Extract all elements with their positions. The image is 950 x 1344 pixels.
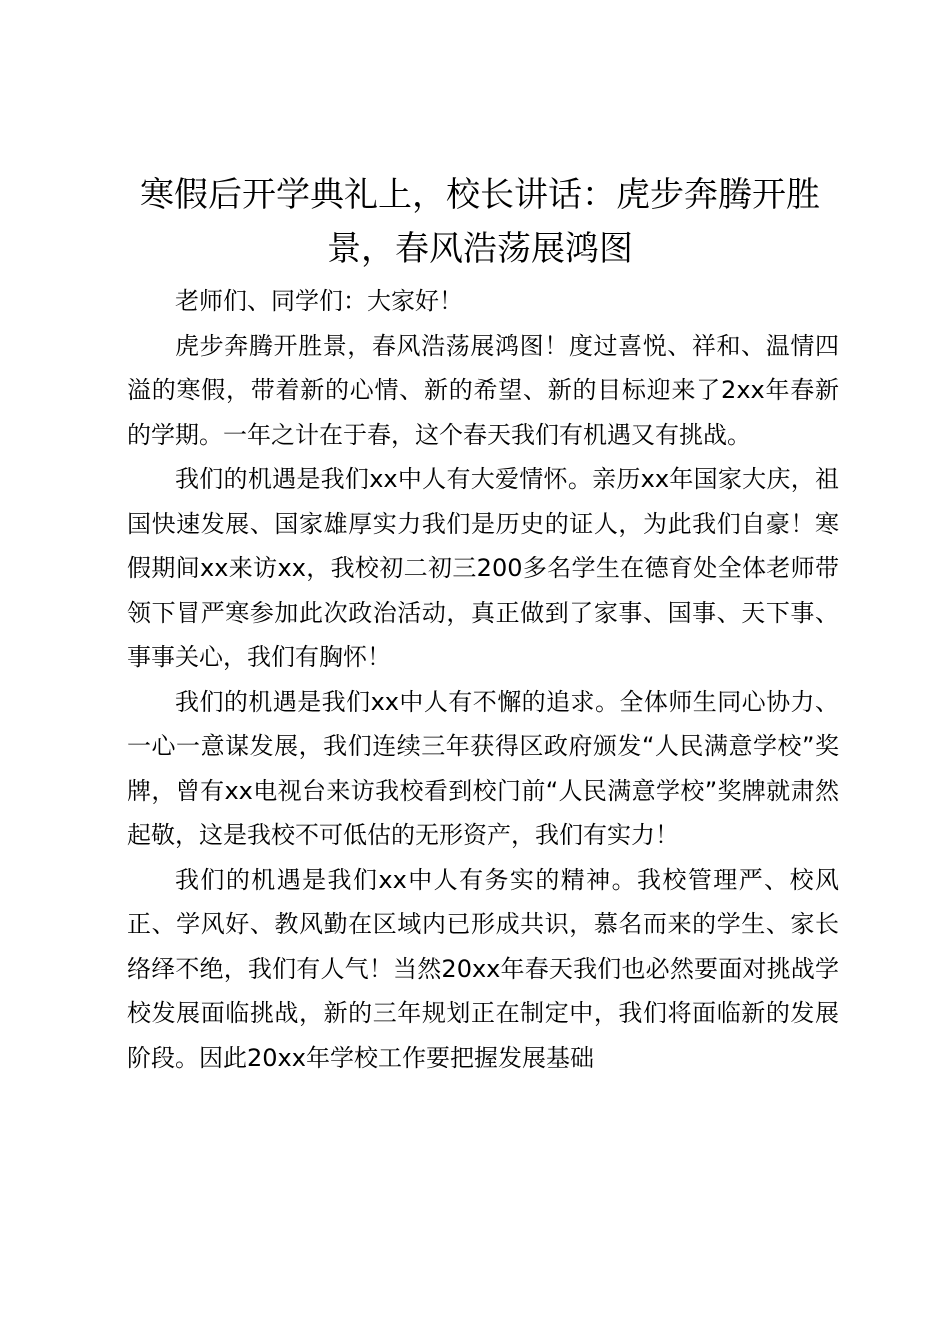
paragraph-pursuit: 我们的机遇是我们xx中人有不懈的追求。全体师生同心协力、一心一意谋发展，我们连续三年获得区政府颁发“人民满意学校”奖牌，曾有xx电视台来访我校看到校门前“人民满意学校”奖牌就肃然起敬，这是我校不可低估的无形资产，我们有实力！ (127, 687, 839, 849)
paragraph-patriotism: 我们的机遇是我们xx中人有大爱情怀。亲历xx年国家大庆，祖国快速发展、国家雄厚实力我们是历史的证人，为此我们自豪！寒假期间xx来访xx，我校初二初三200多名学生在德育处全体老师带领下冒严寒参加此次政治活动，真正做到了家事、国事、天下事、事事关心，我们有胸怀！ (127, 465, 839, 671)
document-title: 寒假后开学典礼上，校长讲话：虎步奔腾开胜景，春风浩荡展鸿图 (140, 175, 820, 269)
paragraph-pragmatism: 我们的机遇是我们xx中人有务实的精神。我校管理严、校风正、学风好、教风勤在区域内已形成共识，慕名而来的学生、家长络绎不绝，我们有人气！当然20xx年春天我们也必然要面对挑战学校发展面临挑战，新的三年规划正在制定中，我们将面临新的发展阶段。因此20xx年学校工作要把握发展基础 (127, 865, 839, 1072)
paragraph-greeting: 老师们、同学们：大家好！ (175, 287, 463, 315)
paragraph-opening: 虎步奔腾开胜景，春风浩荡展鸿图！度过喜悦、祥和、温情四溢的寒假，带着新的心情、新的希望、新的目标迎来了2xx年春新的学期。一年之计在于春，这个春天我们有机遇又有挑战。 (127, 331, 839, 449)
document-body (127, 279, 839, 1080)
